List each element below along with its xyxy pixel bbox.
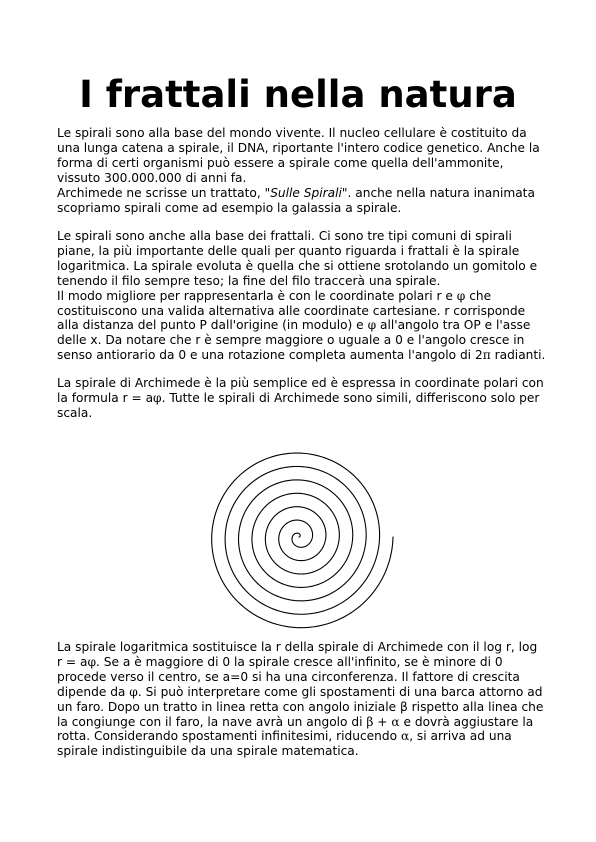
text-run: radianti. [490, 348, 546, 363]
text-line: una lunga catena a spirale, il DNA, riportante l'intero codice genetico. Anche la [57, 140, 540, 155]
pi-symbol: π [482, 348, 491, 363]
paragraph-spirals-fractals [57, 229, 547, 363]
text-line [57, 685, 547, 700]
text-run: ". anche nella natura inanimata [341, 185, 535, 200]
text-line [57, 289, 547, 304]
text-line: scala. [57, 405, 93, 420]
text-line [57, 348, 547, 363]
spiral-svg [202, 440, 396, 634]
text-line [57, 655, 547, 670]
text-line: costituiscono una valida alternativa alle coordinate cartesiane. r corrisponde [57, 303, 526, 318]
text-run: Archimede ne scrisse un trattato, " [57, 185, 271, 200]
text-run: dipende da [57, 684, 130, 699]
beta-plus-alpha-symbol: β + α [366, 714, 400, 729]
text-run: rotta. Considerando spostamenti infinitesimi, riducendo [57, 729, 401, 744]
text-run: e dovrà aggiustare la [399, 714, 534, 729]
spiral-figure [202, 440, 396, 634]
text-line: forma di certi organismi può essere a spirale come quella dell'ammonite, [57, 155, 504, 170]
text-line: vissuto 300.000.000 di anni fa. [57, 170, 247, 185]
text-run: alla distanza del punto P dall'origine (in modulo) e [57, 318, 368, 333]
text-line: procede verso il centro, se a=0 si ha una circonferenza. Il fattore di crescita [57, 669, 520, 684]
text-line: delle x. Da notare che r è sempre maggiore o uguale a 0 e l'angolo cresce in [57, 333, 525, 348]
text-line [57, 186, 547, 201]
text-line: tenendo il filo sempre teso; la fine del filo traccerà una spirale. [57, 273, 441, 288]
phi-symbol: φ [367, 318, 377, 333]
text-run: . Si può interpretare come gli spostamenti di una barca attorno ad [137, 684, 543, 699]
phi-symbol: φ [87, 654, 96, 669]
paragraph-spirals-living-world [57, 126, 547, 215]
text-line: logaritmica. La spirale evoluta è quella che si ottiene srotolando un gomitolo e [57, 258, 538, 273]
text-line: La spirale logaritmica sostituisce la r della spirale di Archimede con il log r, log [57, 640, 538, 654]
book-title-italic: Sulle Spirali [270, 185, 342, 200]
text-line [57, 318, 547, 333]
phi-symbol: φ [129, 684, 138, 699]
text-line: Le spirali sono alla base del mondo vivente. Il nucleo cellulare è costituito da [57, 126, 527, 140]
text-line: piane, la più importante delle quali per quanto riguarda i frattali è la spirale [57, 243, 520, 258]
paragraph-archimedes-spiral [57, 376, 547, 421]
text-run: la congiunge con il faro, la nave avrà un angolo di [57, 714, 367, 729]
text-run: . Tutte le spirali di Archimede sono simili, differiscono solo per [161, 390, 540, 405]
text-run: . Se a è maggiore di 0 la spirale cresce all'infinito, se è minore di 0 [96, 654, 503, 669]
phi-symbol: φ [456, 288, 466, 303]
text-line [57, 391, 547, 406]
text-line [57, 729, 547, 744]
text-run: la formula r = a [57, 390, 154, 405]
text-line: spirale indistinguibile da una spirale matematica. [57, 744, 359, 759]
archimedean-spiral-curve [212, 453, 393, 628]
text-line: scopriamo spirali come ad esempio la galassia a spirale. [57, 200, 402, 215]
text-run: , si arriva ad una [409, 729, 512, 744]
text-line: La spirale di Archimede è la più semplice ed è espressa in coordinate polari con [57, 376, 544, 390]
text-line: un faro. Dopo un tratto in linea retta con angolo iniziale β rispetto alla linea che [57, 699, 544, 714]
text-run: r = a [57, 654, 88, 669]
page-title: I frattali nella natura [79, 73, 517, 116]
text-line: Le spirali sono anche alla base dei frattali. Ci sono tre tipi comuni di spirali [57, 229, 512, 243]
text-line [57, 715, 547, 730]
text-run: all'angolo tra OP e l'asse [376, 318, 531, 333]
phi-symbol: φ [153, 390, 162, 405]
text-run: Il modo migliore per rappresentarla è con le coordinate polari r e [57, 288, 457, 303]
text-run: che [465, 288, 492, 303]
alpha-symbol: α [400, 729, 410, 744]
paragraph-logarithmic-spiral [57, 640, 547, 759]
text-run: senso antiorario da 0 e una rotazione completa aumenta l'angolo di 2 [57, 348, 483, 363]
